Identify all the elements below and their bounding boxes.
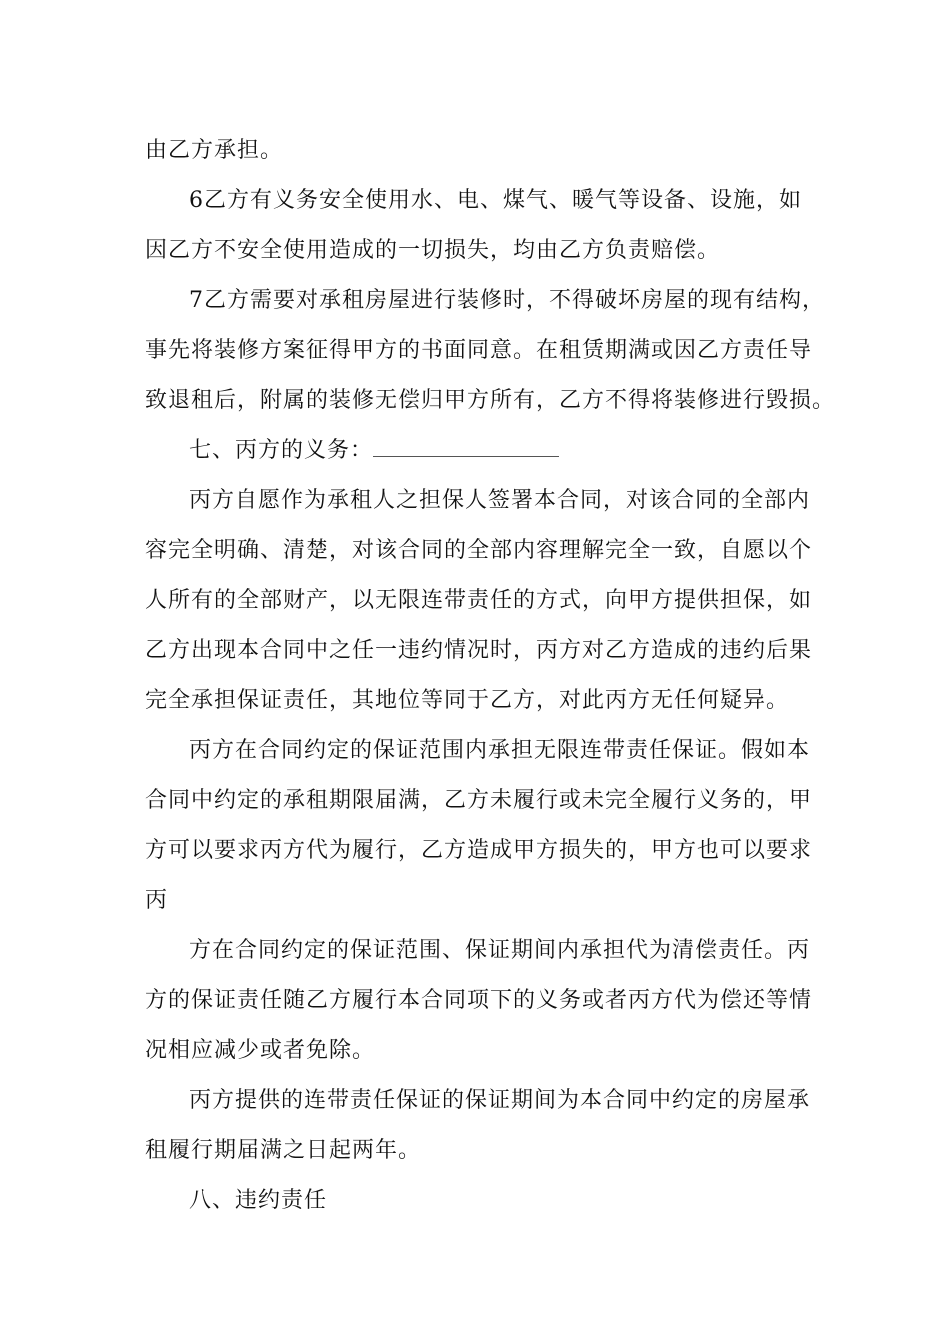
text-line: 租履行期届满之日起两年。 [145,1138,422,1163]
text-line: 乙方出现本合同中之任一违约情况时，丙方对乙方造成的违约后果 [145,638,813,663]
text-line: 方在合同约定的保证范围、保证期间内承担代为清偿责任。丙 [189,938,811,963]
section-heading [189,436,559,466]
text-line: 丙方在合同约定的保证范围内承担无限连带责任保证。假如本 [189,738,811,763]
text-line: 由乙方承担。 [145,138,284,163]
text-line: 方的保证责任随乙方履行本合同项下的义务或者丙方代为偿还等情 [145,988,813,1013]
fill-in-blank [373,438,559,457]
section-heading-text: 七、丙方的义务： [189,438,374,463]
text-line: 致退租后，附属的装修无偿归甲方所有，乙方不得将装修进行毁损。 [145,388,836,413]
text-line: 丙方提供的连带责任保证的保证期间为本合同中约定的房屋承 [189,1088,811,1113]
text-line: 方可以要求丙方代为履行，乙方造成甲方损失的，甲方也可以要求 [145,838,813,863]
text-line: 6乙方有义务安全使用水、电、煤气、暖气等设备、设施，如 [189,188,802,213]
section-heading: 八、违约责任 [189,1188,328,1213]
text-line: 容完全明确、清楚，对该合同的全部内容理解完全一致，自愿以个 [145,538,813,563]
text-line: 7乙方需要对承租房屋进行装修时，不得破坏房屋的现有结构， [189,288,825,313]
text-line: 合同中约定的承租期限届满，乙方未履行或未完全履行义务的，甲 [145,788,813,813]
text-line: 况相应减少或者免除。 [145,1038,376,1063]
text-line: 因乙方不安全使用造成的一切损失，均由乙方负责赔偿。 [145,238,721,263]
text-line: 人所有的全部财产，以无限连带责任的方式，向甲方提供担保，如 [145,588,813,613]
text-line: 完全承担保证责任，其地位等同于乙方，对此丙方无任何疑异。 [145,688,790,713]
text-line: 丙方自愿作为承租人之担保人签署本合同，对该合同的全部内 [189,488,811,513]
text-line: 事先将装修方案征得甲方的书面同意。在租赁期满或因乙方责任导 [145,338,813,363]
text-line: 丙 [145,888,169,913]
